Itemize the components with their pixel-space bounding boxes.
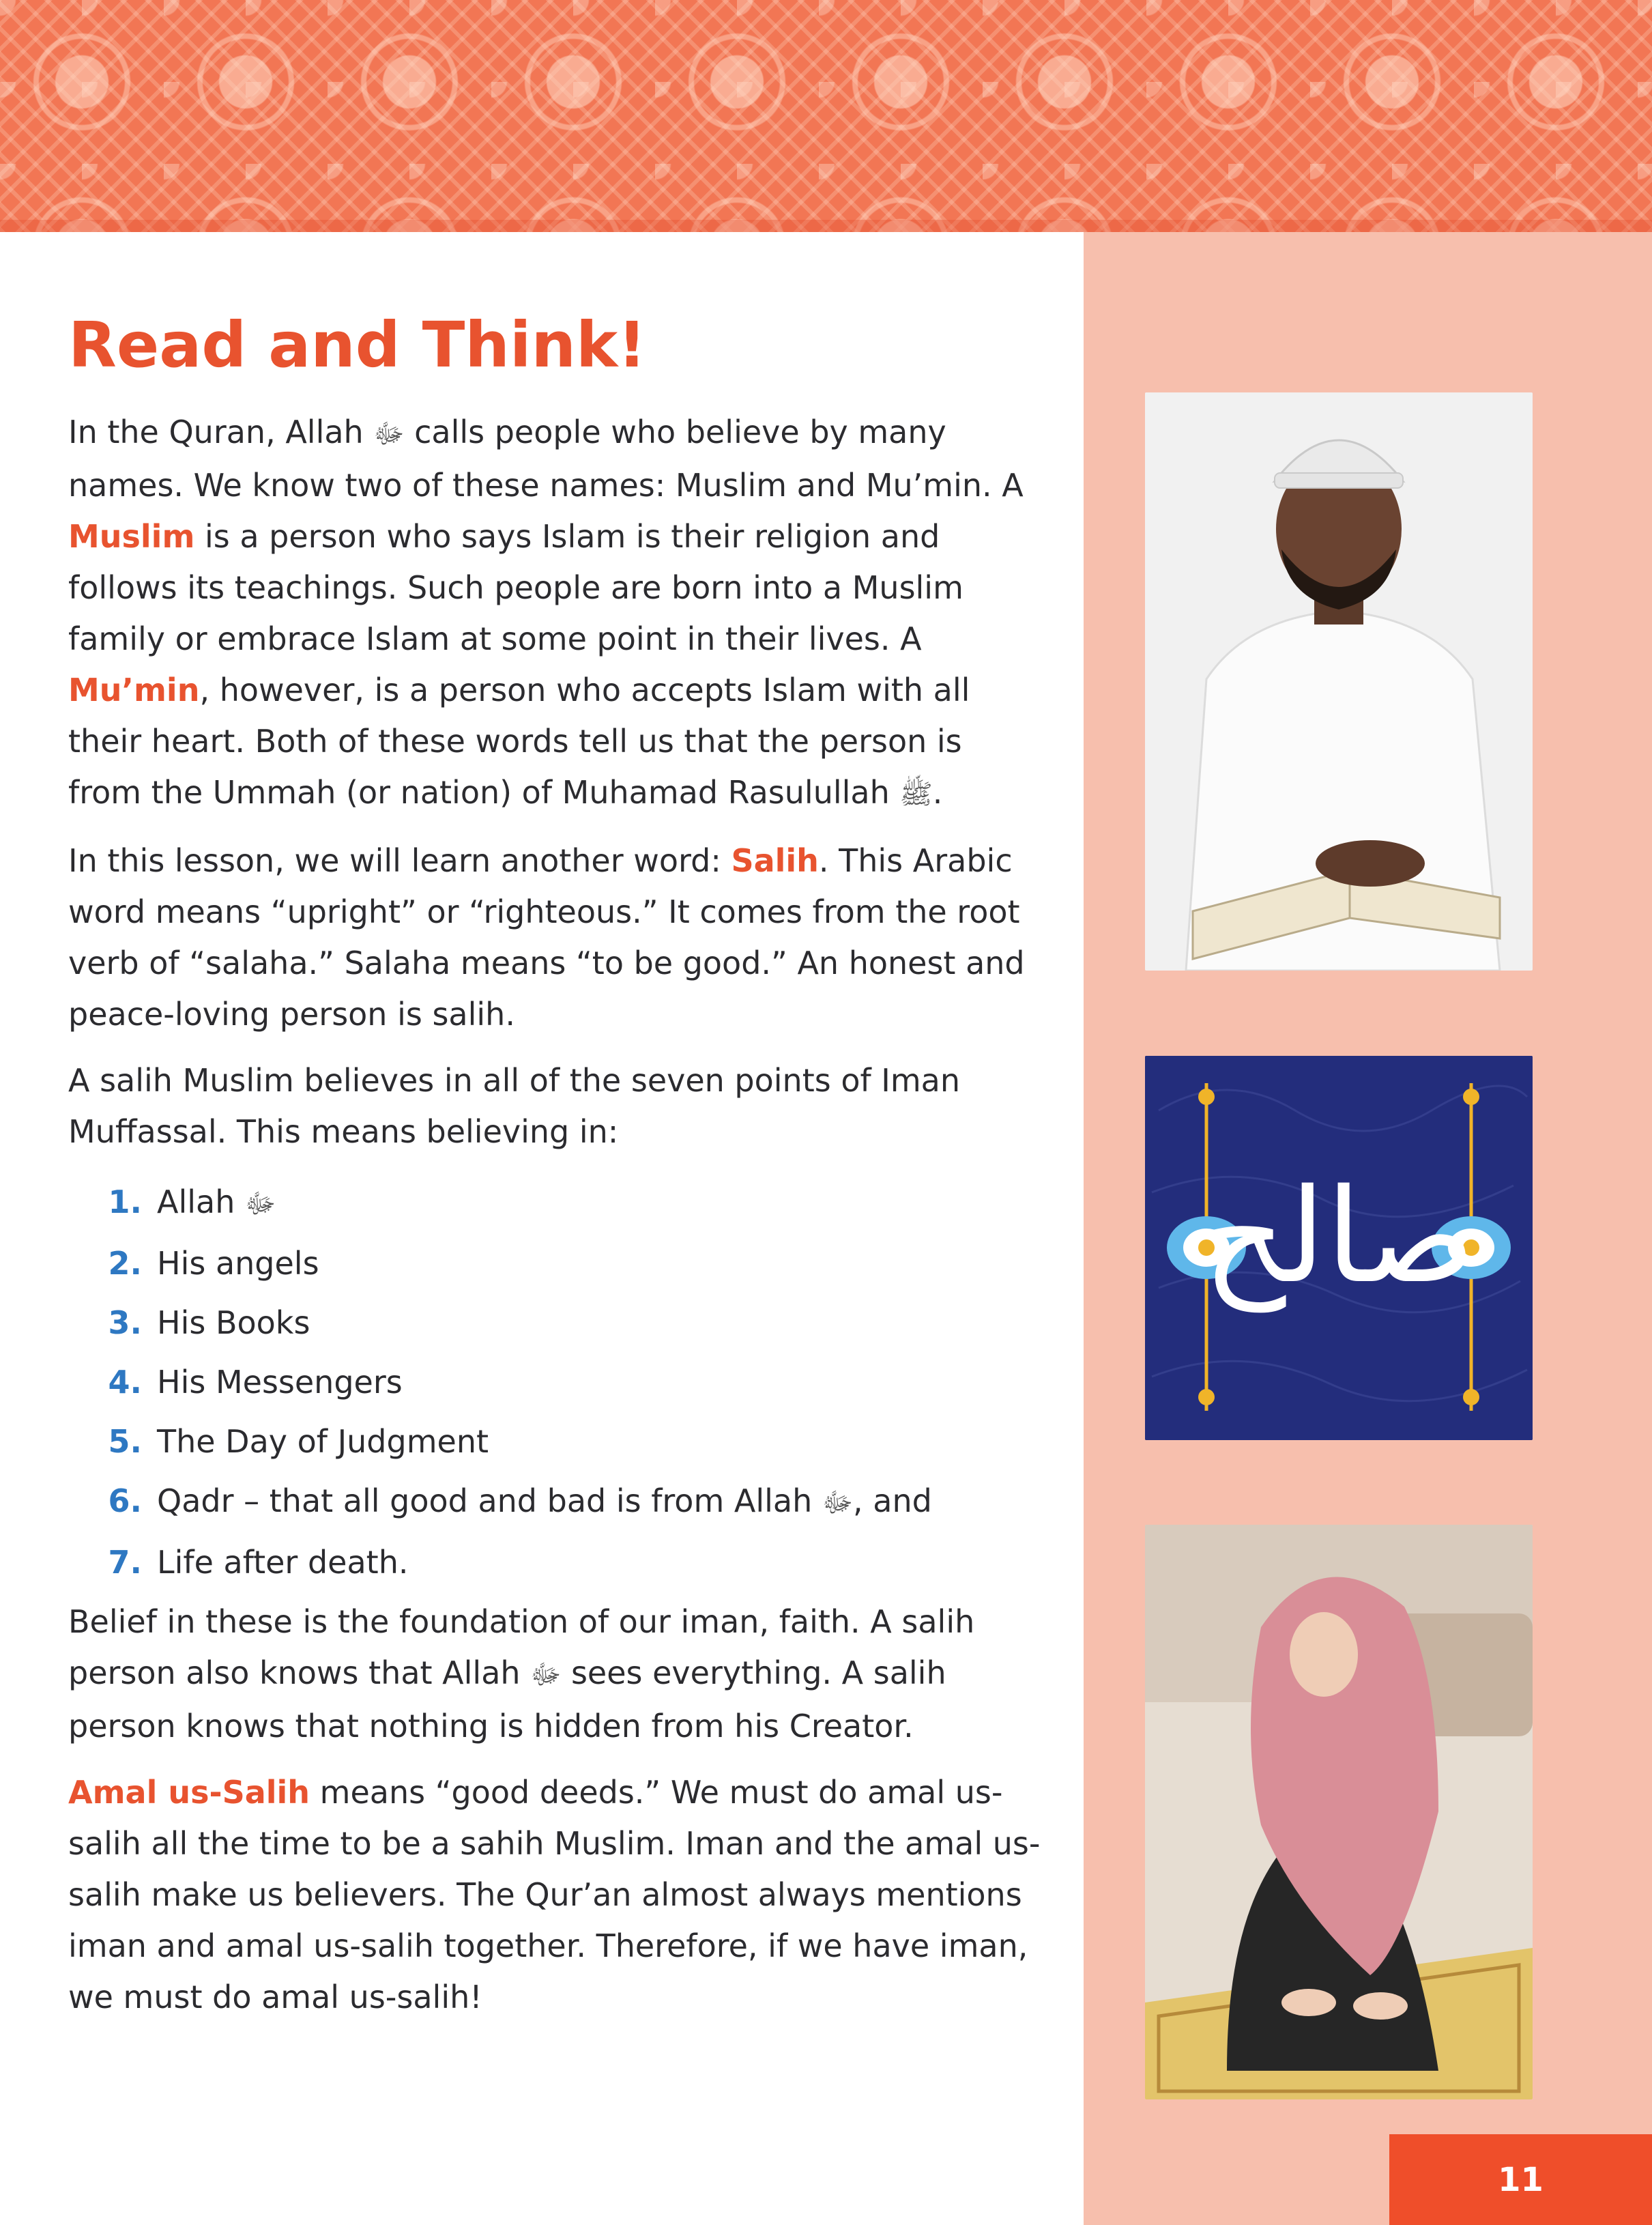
list-number: 3. bbox=[108, 1304, 142, 1342]
man-illustration bbox=[1145, 392, 1533, 971]
allah-honorific-icon: ﷻ bbox=[822, 1487, 854, 1519]
text: . bbox=[932, 774, 943, 812]
list-number: 7. bbox=[108, 1544, 142, 1581]
paragraph-intro bbox=[68, 407, 1044, 820]
prophet-honorific-icon: ﷺ bbox=[899, 779, 933, 811]
iman-list bbox=[68, 1173, 1044, 1592]
text: In the Quran, Allah bbox=[68, 414, 364, 451]
decorative-header-pattern bbox=[0, 0, 1652, 232]
list-number: 5. bbox=[108, 1423, 142, 1461]
main-content bbox=[68, 308, 1044, 2038]
page-number-box bbox=[1389, 2134, 1652, 2225]
list-text bbox=[157, 1472, 932, 1533]
term-amal-us-salih: Amal us-Salih bbox=[68, 1774, 310, 1811]
list-item bbox=[108, 1533, 1044, 1592]
text: , however, is a person who accepts Islam with all their heart. Both of these words tell us that the person is from the Ummah (or nation) of Muhamad Rasulullah bbox=[68, 672, 970, 812]
calligraphy-illustration bbox=[1145, 1056, 1533, 1440]
list-number: 6. bbox=[108, 1482, 142, 1520]
text: sees everything. A salih person knows that nothing is hidden from his Creator. bbox=[68, 1654, 946, 1745]
header-edge bbox=[0, 220, 1652, 232]
list-number: 4. bbox=[108, 1364, 142, 1401]
calligraphy-text: صالح bbox=[1202, 1161, 1475, 1312]
paragraph-iman: A salih Muslim believes in all of the seven points of Iman Muffassal. This means believing in: bbox=[68, 1062, 961, 1151]
list-item-label: Life after death. bbox=[157, 1544, 409, 1581]
list-item-label: His Messengers bbox=[157, 1364, 403, 1401]
paragraph-salih bbox=[68, 835, 1044, 1040]
list-item bbox=[108, 1173, 1044, 1234]
allah-honorific-icon: ﷻ bbox=[245, 1188, 276, 1220]
list-item-label: Qadr – that all good and bad is from Allah bbox=[157, 1482, 813, 1520]
woman-praying-photo bbox=[1145, 1525, 1533, 2099]
man-reading-quran-photo bbox=[1145, 392, 1533, 971]
list-number: 1. bbox=[108, 1183, 142, 1221]
text: means “good deeds.” We must do amal us-salih all the time to be a sahih Muslim. Iman and the amal us-salih make us believers. The Qur’an almost always mentions iman and amal us-salih together. Therefore, if we have iman, we must do amal us-salih! bbox=[68, 1774, 1041, 2016]
text: calls people who believe by many names. We know two of these names: Muslim and Mu’min. A bbox=[68, 414, 1024, 504]
page-title: Read and Think! bbox=[68, 308, 647, 382]
list-number: 2. bbox=[108, 1245, 142, 1282]
list-item bbox=[108, 1293, 1044, 1353]
list-item-label: Allah bbox=[157, 1183, 235, 1221]
list-text bbox=[157, 1173, 276, 1234]
page-number: 11 bbox=[1498, 2160, 1544, 2199]
text: Belief in these is the foundation of our iman, faith. A salih person also knows that Allah bbox=[68, 1603, 975, 1692]
term-mumin: Mu’min bbox=[68, 672, 200, 709]
list-item bbox=[108, 1353, 1044, 1412]
allah-honorific-icon: ﷻ bbox=[530, 1659, 562, 1691]
list-item bbox=[108, 1234, 1044, 1293]
list-item bbox=[108, 1412, 1044, 1472]
text: In this lesson, we will learn another word: bbox=[68, 842, 731, 880]
woman-illustration bbox=[1145, 1525, 1533, 2099]
text: is a person who says Islam is their religion and follows its teachings. Such people are born into a Muslim family or embrace Islam at some point in their lives. A bbox=[68, 518, 963, 658]
list-item-label: His angels bbox=[157, 1245, 319, 1282]
term-muslim: Muslim bbox=[68, 518, 195, 556]
text: . This Arabic word means “upright” or “righteous.” It comes from the root verb of “salaha.” Salaha means “to be good.” An honest and peace-loving person is salih. bbox=[68, 842, 1025, 1033]
term-salih: Salih bbox=[731, 842, 819, 880]
allah-honorific-icon: ﷻ bbox=[373, 418, 405, 450]
list-item-label: His Books bbox=[157, 1304, 310, 1342]
list-item-suffix: , and bbox=[853, 1482, 932, 1520]
list-item-label: The Day of Judgment bbox=[157, 1423, 489, 1461]
paragraph-foundation bbox=[68, 1596, 1044, 1752]
list-item bbox=[108, 1472, 1044, 1533]
salih-calligraphy-art bbox=[1145, 1056, 1533, 1440]
paragraph-amal bbox=[68, 1767, 1044, 2023]
